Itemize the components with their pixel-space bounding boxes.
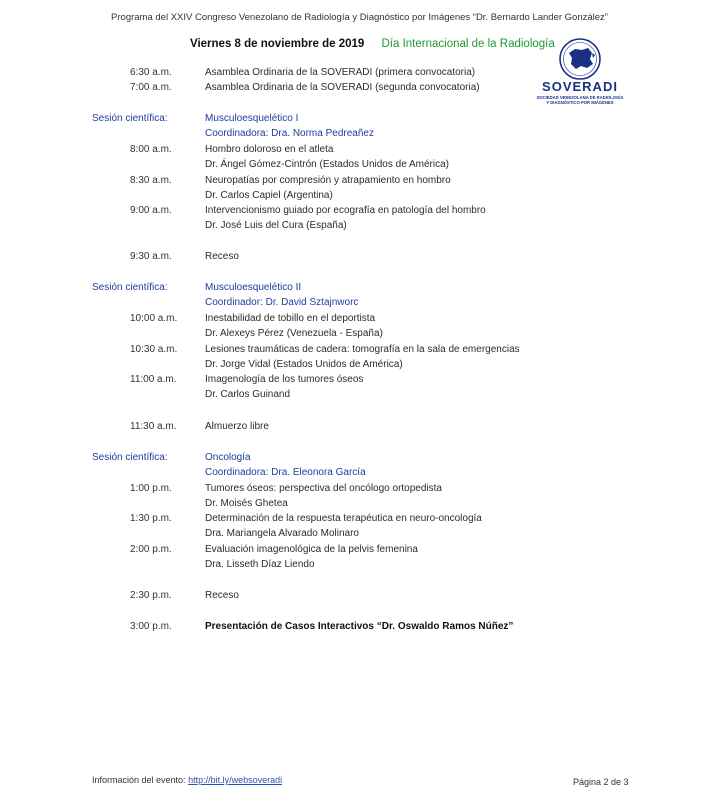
schedule-time: 10:30 a.m. (130, 344, 178, 355)
schedule-time: 1:30 p.m. (130, 513, 172, 524)
logo-subtitle-line2: Y DIAGNÓSTICO POR IMÁGENES (546, 100, 614, 105)
schedule-item: Almuerzo libre (205, 421, 269, 432)
speaker-name: Dr. Carlos Capiel (Argentina) (205, 190, 333, 201)
schedule-item: Imagenología de los tumores óseos (205, 374, 364, 385)
session-coordinator: Coordinador: Dr. David Sztajnworc (205, 297, 359, 308)
schedule-time: 11:30 a.m. (130, 421, 177, 432)
session-title: Oncología (205, 452, 251, 463)
schedule-item: Receso (205, 590, 239, 601)
logo-subtitle-line1: SOCIEDAD VENEZOLANA DE RADIOLOGÍA (536, 95, 624, 100)
date-line (190, 38, 555, 50)
logo-subtitle (532, 95, 628, 105)
schedule-time: 3:00 p.m. (130, 621, 172, 632)
speaker-name: Dr. José Luis del Cura (España) (205, 220, 347, 231)
schedule-item: Inestabilidad de tobillo en el deportista (205, 313, 376, 324)
schedule-time: 8:30 a.m. (130, 175, 172, 186)
schedule-item: Lesiones traumáticas de cadera: tomografía en la sala de emergencias (205, 344, 520, 355)
schedule-item: Receso (205, 251, 239, 262)
schedule-time: 7:00 a.m. (130, 82, 172, 93)
logo-wordmark: SOVERADI (542, 79, 618, 94)
schedule-time: 10:00 a.m. (130, 313, 178, 324)
schedule-item: Intervencionismo guiado por ecografía en patología del hombro (205, 205, 486, 216)
schedule-time: 9:00 a.m. (130, 205, 172, 216)
schedule-item: Evaluación imagenológica de la pelvis femenina (205, 544, 418, 555)
session-coordinator: Coordinadora: Dra. Eleonora García (205, 467, 366, 478)
speaker-name: Dr. Carlos Guinand (205, 389, 291, 400)
schedule-time: 2:00 p.m. (130, 544, 172, 555)
schedule-item: Presentación de Casos Interactivos “Dr. Oswaldo Ramos Núñez” (205, 621, 514, 632)
session-title: Musculoesquelético II (205, 282, 302, 293)
footer-event-info (92, 775, 282, 785)
schedule-item: Asamblea Ordinaria de la SOVERADI (primera convocatoria) (205, 67, 476, 78)
soveradi-logo (532, 37, 628, 109)
schedule-time: 6:30 a.m. (130, 67, 172, 78)
speaker-name: Dra. Lisseth Díaz Liendo (205, 559, 315, 570)
session-coordinator: Coordinadora: Dra. Norma Pedreañez (205, 128, 374, 139)
schedule-item: Tumores óseos: perspectiva del oncólogo ortopedista (205, 483, 442, 494)
schedule-item: Hombro doloroso en el atleta (205, 144, 334, 155)
schedule-time: 11:00 a.m. (130, 374, 177, 385)
session-title: Musculoesquelético I (205, 113, 299, 124)
session-label: Sesión científica: (92, 282, 168, 293)
footer-info-label: Información del evento: (92, 775, 186, 785)
speaker-name: Dr. Alexeys Pérez (Venezuela - España) (205, 328, 383, 339)
speaker-name: Dr. Jorge Vidal (Estados Unidos de América) (205, 359, 403, 370)
date-heading: Viernes 8 de noviembre de 2019 (190, 38, 365, 50)
event-day-label: Día Internacional de la Radiología (381, 38, 555, 50)
session-label: Sesión científica: (92, 452, 168, 463)
schedule-item: Determinación de la respuesta terapéutica en neuro-oncología (205, 513, 482, 524)
schedule-item: Asamblea Ordinaria de la SOVERADI (segunda convocatoria) (205, 82, 480, 93)
schedule-time: 2:30 p.m. (130, 590, 172, 601)
speaker-name: Dr. Ángel Gómez-Cintrón (Estados Unidos de América) (205, 159, 449, 170)
session-label: Sesión científica: (92, 113, 168, 124)
logo-emblem (532, 37, 628, 81)
schedule-time: 1:00 p.m. (130, 483, 172, 494)
page-number: Página 2 de 3 (573, 777, 629, 787)
speaker-name: Dra. Mariangela Alvarado Molinaro (205, 528, 359, 539)
speaker-name: Dr. Moisés Ghetea (205, 498, 288, 509)
schedule-item: Neuropatías por compresión y atrapamiento en hombro (205, 175, 451, 186)
footer-info-link[interactable]: http://bit.ly/websoveradi (188, 775, 283, 785)
schedule-time: 9:30 a.m. (130, 251, 172, 262)
page-header-title: Programa del XXIV Congreso Venezolano de Radiología y Diagnóstico por Imágenes “Dr. Bernardo Lander González” (111, 12, 608, 23)
schedule-time: 8:00 a.m. (130, 144, 172, 155)
